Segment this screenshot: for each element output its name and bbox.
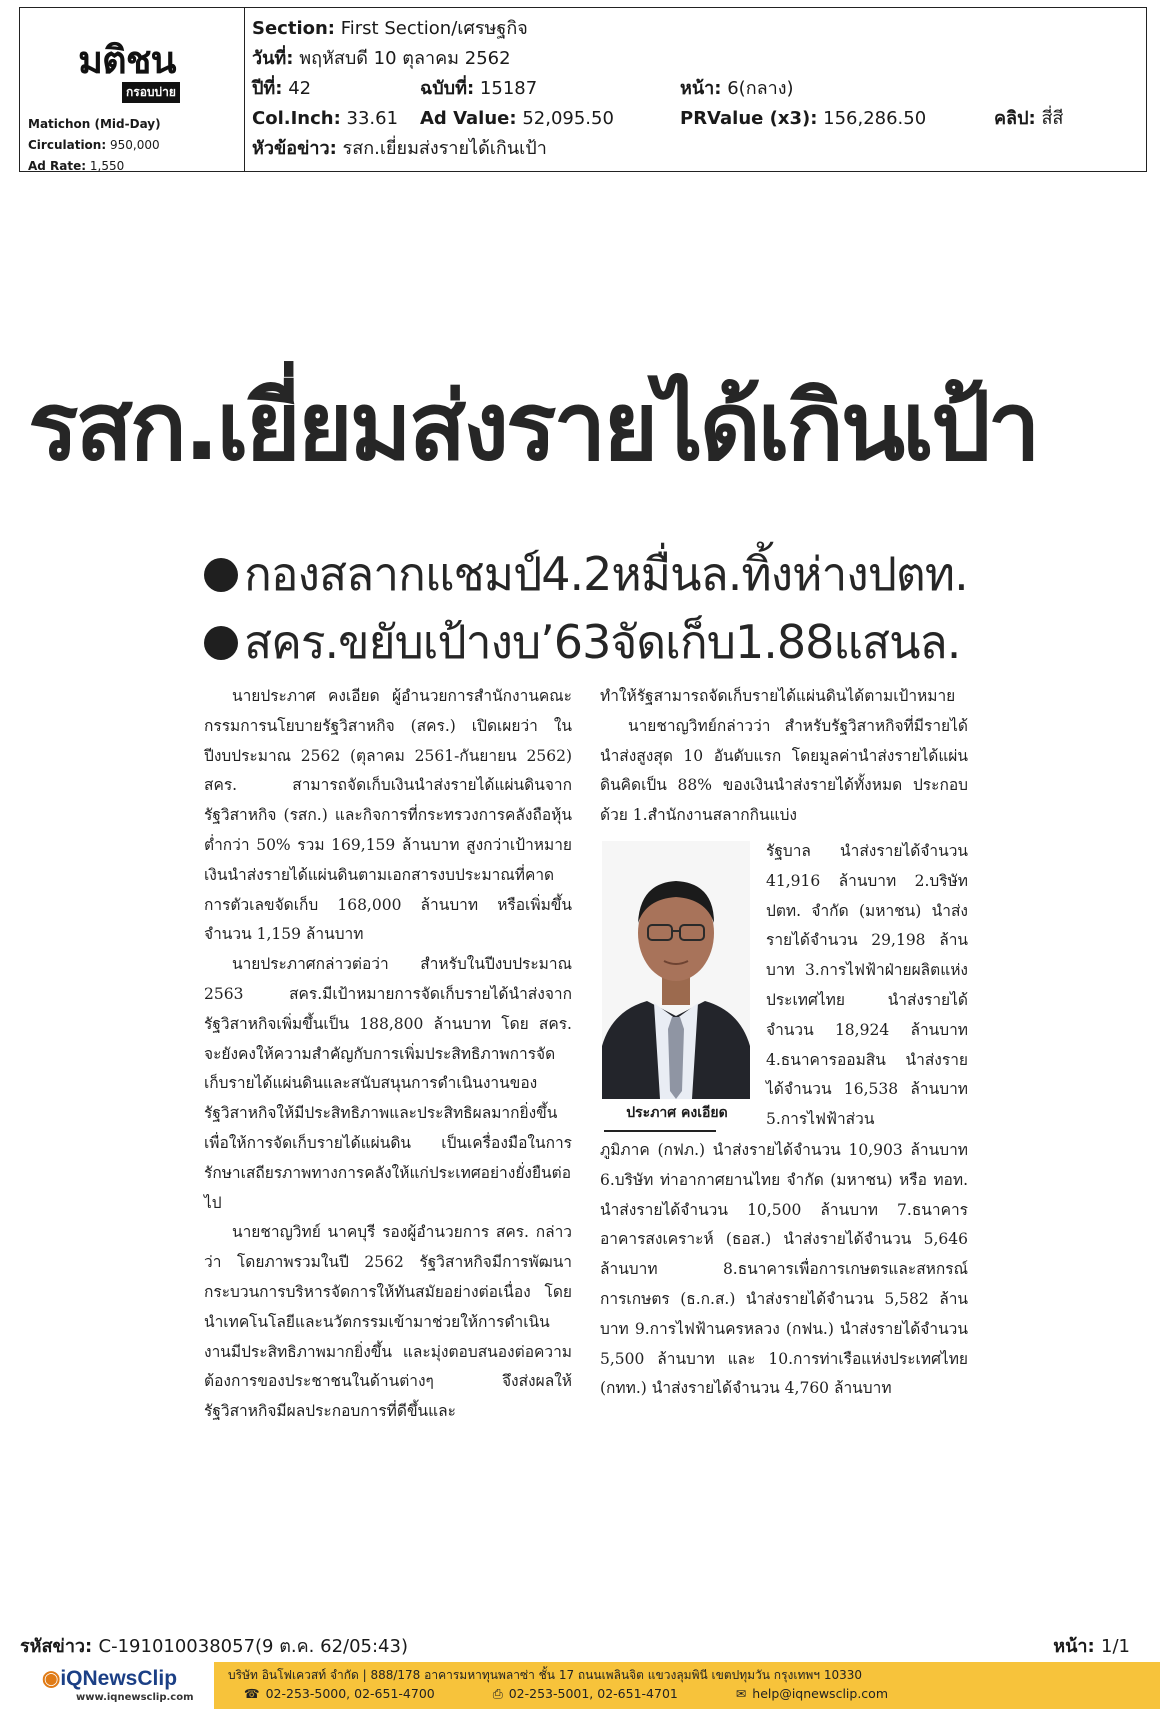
- brand-name: iQNewsClip: [60, 1667, 178, 1690]
- page-number-label: หน้า:: [1053, 1636, 1095, 1657]
- paragraph: นายชาญวิทย์กล่าวว่า สำหรับรัฐวิสาหกิจที่มีรายได้นำส่งสูงสุด 10 อันดับแรก โดยมูลค่านำส่งรายได้แผ่นดินคิดเป็น 88% ของเงินนำส่งรายได้ทั้งหมด ประกอบด้วย 1.สำนักงานสลากกินแบ่ง: [600, 716, 968, 825]
- page-label: หน้า:: [680, 78, 722, 99]
- photo-caption: ประภาศ คงเอียด: [626, 1105, 728, 1121]
- globe-icon: ◉: [42, 1667, 61, 1690]
- iqnewsclip-logo: [42, 1666, 177, 1691]
- advalue-value: 52,095.50: [522, 108, 614, 129]
- ad-rate-value: 1,550: [89, 159, 125, 173]
- paragraph-continuation: ภูมิภาค (กฟภ.) นำส่งรายได้จำนวน 10,903 ล้านบาท 6.บริษัท ท่าอากาศยานไทย จำกัด (มหาชน) หรือ ทอท. นำส่งรายได้จำนวน 10,500 ล้านบาท 7.ธนาคารอาคารสงเคราะห์ (ธอส.) นำส่งรายได้จำนวน 5,646 ล้านบาท 8.ธนาคารเพื่อการเกษตรและสหกรณ์การเกษตร (ธ.ก.ส.) นำส่งรายได้จำนวน 5,582 ล้านบาท 9.การไฟฟ้านครหลวง (กฟน.) นำส่งรายได้จำนวน 5,500 ล้านบาท และ 10.การท่าเรือแห่งประเทศไทย (กทท.) นำส่งรายได้จำนวน 4,760 ล้านบาท: [600, 1141, 968, 1398]
- page-value: 6(กลาง): [727, 78, 794, 99]
- portrait-photo: [602, 841, 750, 1099]
- issue-value: 15187: [479, 78, 538, 99]
- news-code-value: C-191010038057(9 ต.ค. 62/05:43): [98, 1636, 408, 1657]
- bullet-icon: [204, 626, 238, 660]
- fax-numbers: 02-253-5001, 02-651-4701: [508, 1686, 678, 1701]
- headline-value: รสก.เยี่ยมส่งรายได้เกินเป้า: [342, 138, 547, 159]
- paragraph: นายประภาศ คงเอียด ผู้อำนวยการสำนักงานคณะกรรมการนโยบายรัฐวิสาหกิจ (สคร.) เปิดเผยว่า ในปีงบประมาณ 2562 (ตุลาคม 2561-กันยายน 2562) สคร. สามารถจัดเก็บเงินนำส่งรายได้แผ่นดินจากรัฐวิสาหกิจ (รสก.) และกิจการที่กระทรวงการคลังถือหุ้นต่ำกว่า 50% รวม 169,159 ล้านบาท สูงกว่าเป้าหมายเงินนำส่งรายได้แผ่นดินตามเอกสารงบประมาณที่คาดการตัวเลขจัดเก็บ 168,000 ล้านบาท หรือเพิ่มขึ้นจำนวน 1,159 ล้านบาท: [204, 687, 572, 944]
- year-value: 42: [288, 78, 312, 99]
- date-value: พฤหัสบดี 10 ตุลาคม 2562: [299, 48, 511, 69]
- clip-header: [19, 7, 1147, 172]
- matichon-logo: [78, 40, 180, 103]
- subhead-2-text: สคร.ขยับเป้างบ’63จัดเก็บ1.88แสนล.: [244, 615, 961, 669]
- circulation-value: 950,000: [109, 138, 160, 152]
- prvalue-label: PRValue (x3):: [680, 108, 818, 129]
- phone-numbers: 02-253-5000, 02-651-4700: [265, 1686, 435, 1701]
- colinch-label: Col.Inch:: [252, 108, 341, 129]
- publication-meta: [28, 114, 161, 177]
- circulation-label: Circulation:: [28, 138, 107, 152]
- email-icon: ✉: [735, 1686, 747, 1701]
- clip-label: คลิป:: [994, 108, 1036, 129]
- article-subhead-1: [204, 544, 968, 604]
- colinch-value: 33.61: [346, 108, 399, 129]
- page-number-value: 1/1: [1101, 1636, 1130, 1657]
- fax-icon: ⎙: [492, 1686, 503, 1701]
- news-code: [20, 1631, 408, 1660]
- clip-details: [252, 14, 1146, 164]
- email-address[interactable]: help@iqnewsclip.com: [752, 1686, 888, 1701]
- headline-label: หัวข้อข่าว:: [252, 138, 337, 159]
- paragraph-continuation: รัฐบาล นำส่งรายได้จำนวน 41,916 ล้านบาท 2.บริษัท ปตท. จำกัด (มหาชน) นำส่งรายได้จำนวน 29,198 ล้านบาท 3.การไฟฟ้าฝ่ายผลิตแห่งประเทศไทย นำส่งรายได้จำนวน 18,924 ล้านบาท 4.ธนาคารออมสิน นำส่งรายได้จำนวน 16,538 ล้านบาท 5.การไฟฟ้าส่วน: [766, 842, 968, 1129]
- prvalue-value: 156,286.50: [823, 108, 927, 129]
- article-headline: รสก.เยี่ยมส่งรายได้เกินเป้า: [28, 373, 1038, 482]
- issue-label: ฉบับที่:: [420, 78, 475, 99]
- section-label: Section:: [252, 18, 335, 39]
- year-label: ปีที่:: [252, 78, 283, 99]
- logo-text: มติชน: [78, 38, 176, 82]
- phone-icon: ☎: [244, 1686, 260, 1701]
- bullet-icon: [204, 558, 238, 592]
- paragraph: นายชาญวิทย์ นาคบุรี รองผู้อำนวยการ สคร. กล่าวว่า โดยภาพรวมในปี 2562 รัฐวิสาหกิจมีการพัฒนากระบวนการบริหารจัดการให้ทันสมัยอย่างต่อเนื่อง โดยนำเทคโนโลยีและนวัตกรรมเข้ามาช่วยให้การดำเนินงานมีประสิทธิภาพมากยิ่งขึ้น และมุ่งตอบสนองต่อความต้องการของประชาชนในด้านต่างๆ จึงส่งผลให้รัฐวิสาหกิจมีผลประกอบการที่ดีขึ้นและ: [204, 1223, 572, 1421]
- ad-rate-label: Ad Rate:: [28, 159, 87, 173]
- logo-edition: กรอบบ่าย: [122, 82, 180, 103]
- page-number: [1053, 1631, 1130, 1660]
- caption-divider: [604, 1130, 716, 1132]
- paper-name: Matichon (Mid-Day): [28, 117, 161, 131]
- article-subhead-2: [204, 612, 960, 672]
- article-column-1: [204, 682, 572, 1427]
- section-value: First Section/เศรษฐกิจ: [340, 18, 528, 39]
- company-address: บริษัท อินโฟเควสท์ จำกัด | 888/178 อาคารมหาทุนพลาซ่า ชั้น 17 ถนนเพลินจิต แขวงลุมพินี เขตปทุมวัน กรุงเทพฯ 10330: [228, 1668, 863, 1682]
- subhead-1-text: กองสลากแชมป์4.2หมื่นล.ทิ้งห่างปตท.: [244, 547, 968, 601]
- clip-value: สี่สี: [1041, 108, 1064, 129]
- article-column-2-bottom: [600, 1136, 968, 1404]
- contact-details: [244, 1686, 888, 1702]
- portrait-image: [602, 841, 750, 1099]
- brand-url[interactable]: www.iqnewsclip.com: [76, 1692, 194, 1703]
- article-column-2-top: [600, 682, 968, 831]
- date-label: วันที่:: [252, 48, 294, 69]
- publication-panel: [20, 8, 245, 171]
- contact-strip: [214, 1662, 1160, 1709]
- paragraph-continuation: ทำให้รัฐสามารถจัดเก็บรายได้แผ่นดินได้ตามเป้าหมาย: [600, 687, 956, 705]
- footer-bar: [0, 1662, 1160, 1709]
- news-code-label: รหัสข่าว:: [20, 1636, 93, 1657]
- advalue-label: Ad Value:: [420, 108, 517, 129]
- paragraph: นายประภาศกล่าวต่อว่า สำหรับในปีงบประมาณ 2563 สคร.มีเป้าหมายการจัดเก็บรายได้นำส่งจากรัฐวิสาหกิจเพิ่มขึ้นเป็น 188,800 ล้านบาท โดย สคร. จะยังคงให้ความสำคัญกับการเพิ่มประสิทธิภาพการจัดเก็บรายได้แผ่นดินและสนับสนุนการดำเนินงานของรัฐวิสาหกิจให้มีประสิทธิภาพและประสิทธิผลมากยิ่งขึ้น เพื่อให้การจัดเก็บรายได้แผ่นดิน เป็นเครื่องมือในการรักษาเสถียรภาพทางการคลังให้แก่ประเทศอย่างยั่งยืนต่อไป: [204, 955, 572, 1212]
- article-column-2-beside-photo: [766, 837, 968, 1135]
